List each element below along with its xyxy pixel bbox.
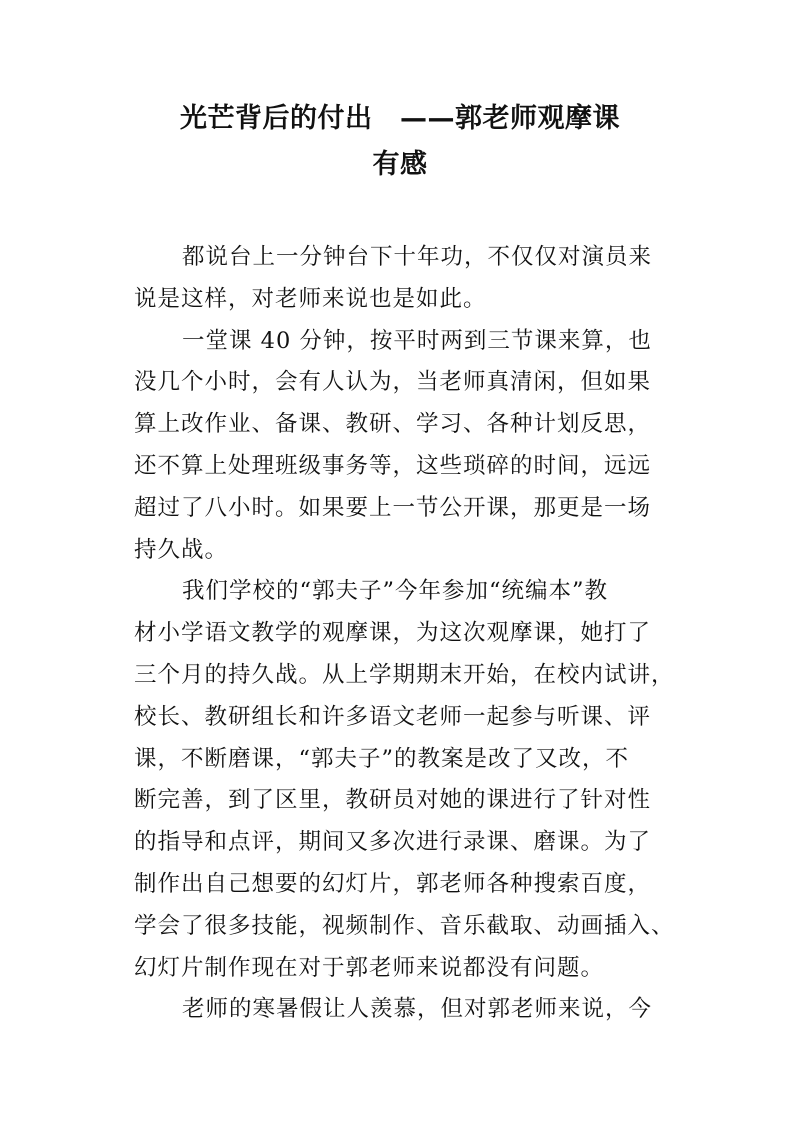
text-line: 幻灯片制作现在对于郭老师来说都没有问题。 (134, 954, 605, 981)
text-line: 断完善，到了区里，教研员对她的课进行了针对性 (134, 787, 652, 814)
text-line: 三个月的持久战。从上学期期末开始，在校内试讲， (134, 661, 675, 688)
text-line: 说是这样，对老师来说也是如此。 (134, 285, 487, 312)
text-line: 一堂课 40 分钟，按平时两到三节课来算，也 (182, 327, 652, 354)
text-line: 老师的寒暑假让人羡慕，但对郭老师来说，今 (182, 996, 653, 1023)
text-line: 持久战。 (134, 536, 229, 563)
document-body (134, 237, 674, 1031)
text-line: 超过了八小时。如果要上一节公开课，那更是一场 (134, 494, 652, 521)
text-line: 我们学校的“郭夫子”今年参加“统编本”教 (182, 578, 609, 605)
text-line: 校长、教研组长和许多语文老师一起参与听课、评 (134, 703, 652, 730)
document-title (100, 96, 700, 188)
text-line: 学会了很多技能，视频制作、音乐截取、动画插入、 (134, 912, 675, 939)
title-line-1: 光芒背后的付出 ——郭老师观摩课 (180, 103, 620, 134)
text-line: 还不算上处理班级事务等，这些琐碎的时间，远远 (134, 452, 652, 479)
text-line: 的指导和点评，期间又多次进行录课、磨课。为了 (134, 829, 652, 856)
text-line: 算上改作业、备课、教研、学习、各种计划反思， (134, 411, 652, 438)
text-line: 材小学语文教学的观摩课，为这次观摩课，她打了 (134, 620, 652, 647)
text-line: 都说台上一分钟台下十年功，不仅仅对演员来 (182, 244, 653, 270)
text-line: 制作出自己想要的幻灯片，郭老师各种搜索百度， (134, 870, 652, 897)
text-line: 课，不断磨课，“郭夫子”的教案是改了又改，不 (134, 745, 630, 772)
title-line-2: 有感 (372, 149, 428, 180)
text-line: 没几个小时，会有人认为，当老师真清闲，但如果 (134, 369, 652, 396)
